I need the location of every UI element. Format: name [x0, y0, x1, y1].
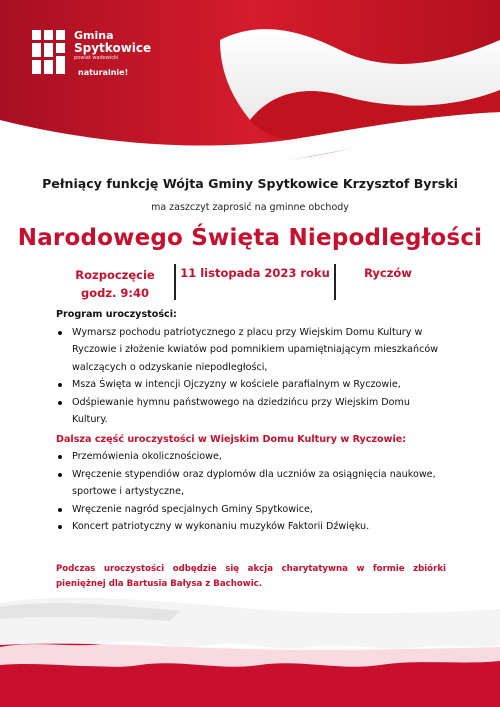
logo-subtitle: powiat wadowicki [74, 55, 119, 61]
list-item: Przemówienia okolicznościowe, [56, 448, 446, 466]
list-item: Wymarsz pochodu patriotycznego z placu przy Wiejskim Domu Kultury w Ryczowie i złożenie kwiatów pod pomnikiem upamiętniającym mieszkańców walczących o odzyskanie niepodległości, [56, 324, 446, 377]
logo-mark-icon [30, 28, 68, 76]
logo-tagline: naturalnie! [78, 68, 129, 77]
event-date: 11 listopada 2023 roku [180, 266, 330, 280]
continuation-heading: Dalsza część uroczystości w Wiejskim Domu Kultury w Ryczowie: [56, 433, 407, 445]
charity-note: Podczas uroczystości odbędzie się akcja charytatywna w formie zbiórki pieniężnej dla Bartusia Bałysa z Bachowic. [56, 564, 446, 589]
list-item: Wręczenie nagród specjalnych Gminy Spytkowice, [56, 501, 446, 519]
list-item: Odśpiewanie hymnu państwowego na dziedzińcu przy Wiejskim Domu Kultury. [56, 394, 446, 429]
event-title: Narodowego Święta Niepodległości [17, 225, 483, 251]
event-info-row [0, 264, 500, 304]
invitation-line: ma zaszczyt zaprosić na gminne obchody [151, 202, 349, 213]
divider [334, 264, 336, 300]
gmina-spytkowice-logo [30, 28, 170, 88]
list-item: Msza Święta w intencji Ojczyzny w kościele parafialnym w Ryczowie, [56, 376, 446, 394]
program-content [56, 306, 446, 536]
start-label: Rozpoczęcie [75, 268, 155, 282]
start-hour: godz. 9:40 [80, 286, 150, 300]
continuation-list [56, 448, 446, 536]
logo-line1: Gmina [74, 29, 114, 42]
list-item: Wręczenie stypendiów oraz dyplomów dla uczniów za osiągnięcia naukowe, sportowe i artystyczne, [56, 466, 446, 501]
flag-band-bottom [0, 585, 500, 707]
logo-text [74, 30, 151, 62]
list-item: Koncert patriotyczny w wykonaniu muzyków Faktorii Dźwięku. [56, 518, 446, 536]
headline: Pełniący funkcję Wójta Gminy Spytkowice Krzysztof Byrski [42, 176, 458, 191]
logo-line2: Spytkowice [74, 41, 152, 55]
event-place: Ryczów [364, 266, 412, 280]
program-list [56, 324, 446, 429]
start-time [60, 266, 170, 302]
program-heading: Program uroczystości: [56, 309, 177, 320]
